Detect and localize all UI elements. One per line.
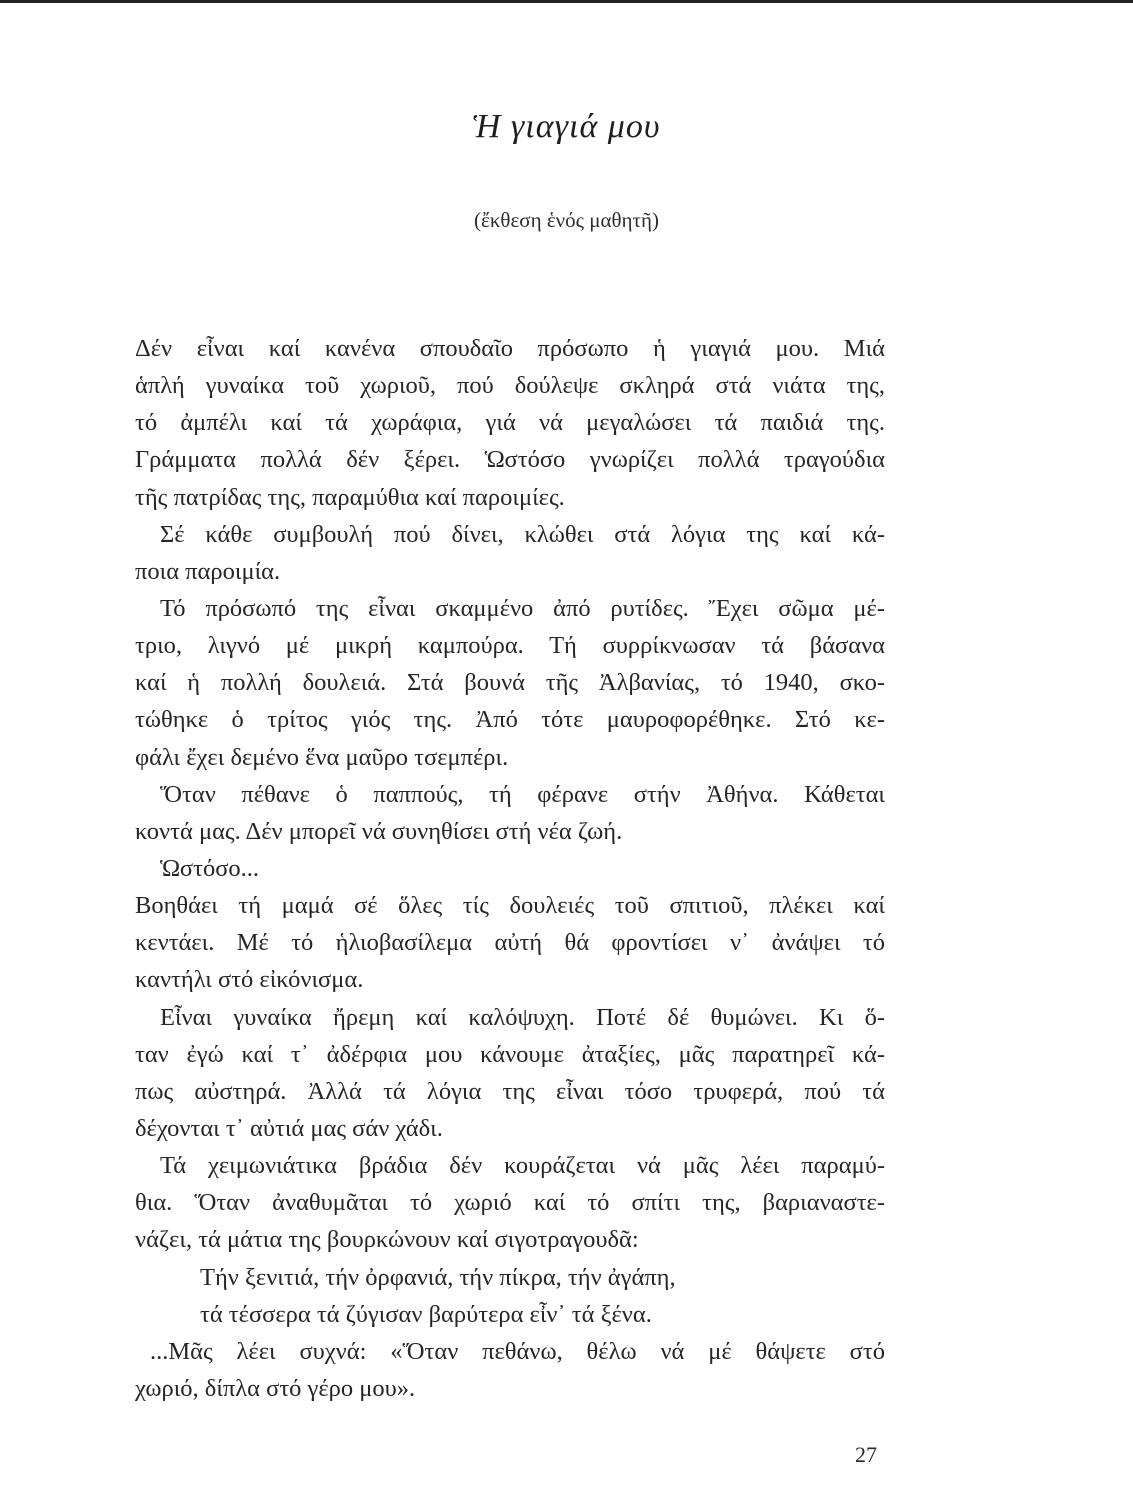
- text-line: θια. Ὅταν ἀναθυμᾶται τό χωριό καί τό σπίτι της, βαριαναστε-: [135, 1189, 885, 1216]
- text-line: κεντάει. Μέ τό ἡλιοβασίλεμα αὐτή θά φροντίσει ν᾽ ἀνάψει τό: [135, 929, 885, 956]
- text-line: Δέν εἶναι καί κανένα σπουδαῖο πρόσωπο ἡ γιαγιά μου. Μιά: [135, 335, 885, 362]
- text-line: χωριό, δίπλα στό γέρο μου».: [135, 1375, 416, 1402]
- text-line: καντήλι στό εἰκόνισμα.: [135, 966, 364, 993]
- verse-line: Τήν ξενιτιά, τήν ὀρφανιά, τήν πίκρα, τήν ἀγάπη,: [200, 1264, 676, 1291]
- text-line: πως αὐστηρά. Ἀλλά τά λόγια της εἶναι τόσο τρυφερά, πού τά: [135, 1078, 885, 1105]
- text-line: τῆς πατρίδας της, παραμύθια καί παροιμίες.: [135, 484, 565, 511]
- text-line: Ὡστόσο...: [160, 855, 260, 882]
- page-title: Ἡ γιαγιά μου: [472, 108, 661, 145]
- text-line: τό ἀμπέλι καί τά χωράφια, γιά νά μεγαλώσει τά παιδιά της.: [135, 409, 885, 436]
- text-line: Εἶναι γυναίκα ἤρεμη καί καλόψυχη. Ποτέ δέ θυμώνει. Κι ὅ-: [160, 1004, 885, 1031]
- top-edge-rule: [0, 0, 1133, 3]
- text-line: ποια παροιμία.: [135, 558, 281, 585]
- text-line: ...Μᾶς λέει συχνά: «Ὅταν πεθάνω, θέλω νά μέ θάψετε στό: [150, 1338, 885, 1365]
- text-line: Γράμματα πολλά δέν ξέρει. Ὡστόσο γνωρίζει πολλά τραγούδια: [135, 446, 885, 473]
- text-line: κοντά μας. Δέν μπορεῖ νά συνηθίσει στή νέα ζωή.: [135, 818, 623, 845]
- text-line: Ὅταν πέθανε ὁ παππούς, τή φέρανε στήν Ἀθήνα. Κάθεται: [160, 781, 885, 808]
- text-line: Τά χειμωνιάτικα βράδια δέν κουράζεται νά μᾶς λέει παραμύ-: [160, 1152, 885, 1179]
- text-line: τριο, λιγνό μέ μικρή καμπούρα. Τή συρρίκνωσαν τά βάσανα: [135, 632, 885, 659]
- text-line: Τό πρόσωπό της εἶναι σκαμμένο ἀπό ρυτίδες. Ἔχει σῶμα μέ-: [160, 595, 885, 622]
- text-line: νάζει, τά μάτια της βουρκώνουν καί σιγοτραγουδᾶ:: [135, 1226, 639, 1253]
- text-line: φάλι ἔχει δεμένο ἕνα μαῦρο τσεμπέρι.: [135, 744, 509, 771]
- text-line: ταν ἐγώ καί τ᾽ ἀδέρφια μου κάνουμε ἀταξίες, μᾶς παρατηρεῖ κά-: [135, 1041, 885, 1068]
- page-subtitle: (ἔκθεση ἑνός μαθητῆ): [474, 208, 659, 232]
- text-line: Σέ κάθε συμβουλή πού δίνει, κλώθει στά λόγια της καί κά-: [160, 521, 885, 548]
- verse-line: τά τέσσερα τά ζύγισαν βαρύτερα εἶν᾽ τά ξένα.: [200, 1301, 652, 1328]
- text-line: ἁπλή γυναίκα τοῦ χωριοῦ, πού δούλεψε σκληρά στά νιάτα της,: [135, 372, 885, 399]
- text-line: δέχονται τ᾽ αὐτιά μας σάν χάδι.: [135, 1115, 443, 1142]
- text-line: Βοηθάει τή μαμά σέ ὅλες τίς δουλειές τοῦ σπιτιοῦ, πλέκει καί: [135, 892, 885, 919]
- text-line: τώθηκε ὁ τρίτος γιός της. Ἀπό τότε μαυροφορέθηκε. Στό κε-: [135, 706, 885, 733]
- text-line: καί ἡ πολλή δουλειά. Στά βουνά τῆς Ἀλβανίας, τό 1940, σκο-: [135, 669, 885, 696]
- page-number: 27: [855, 1442, 877, 1467]
